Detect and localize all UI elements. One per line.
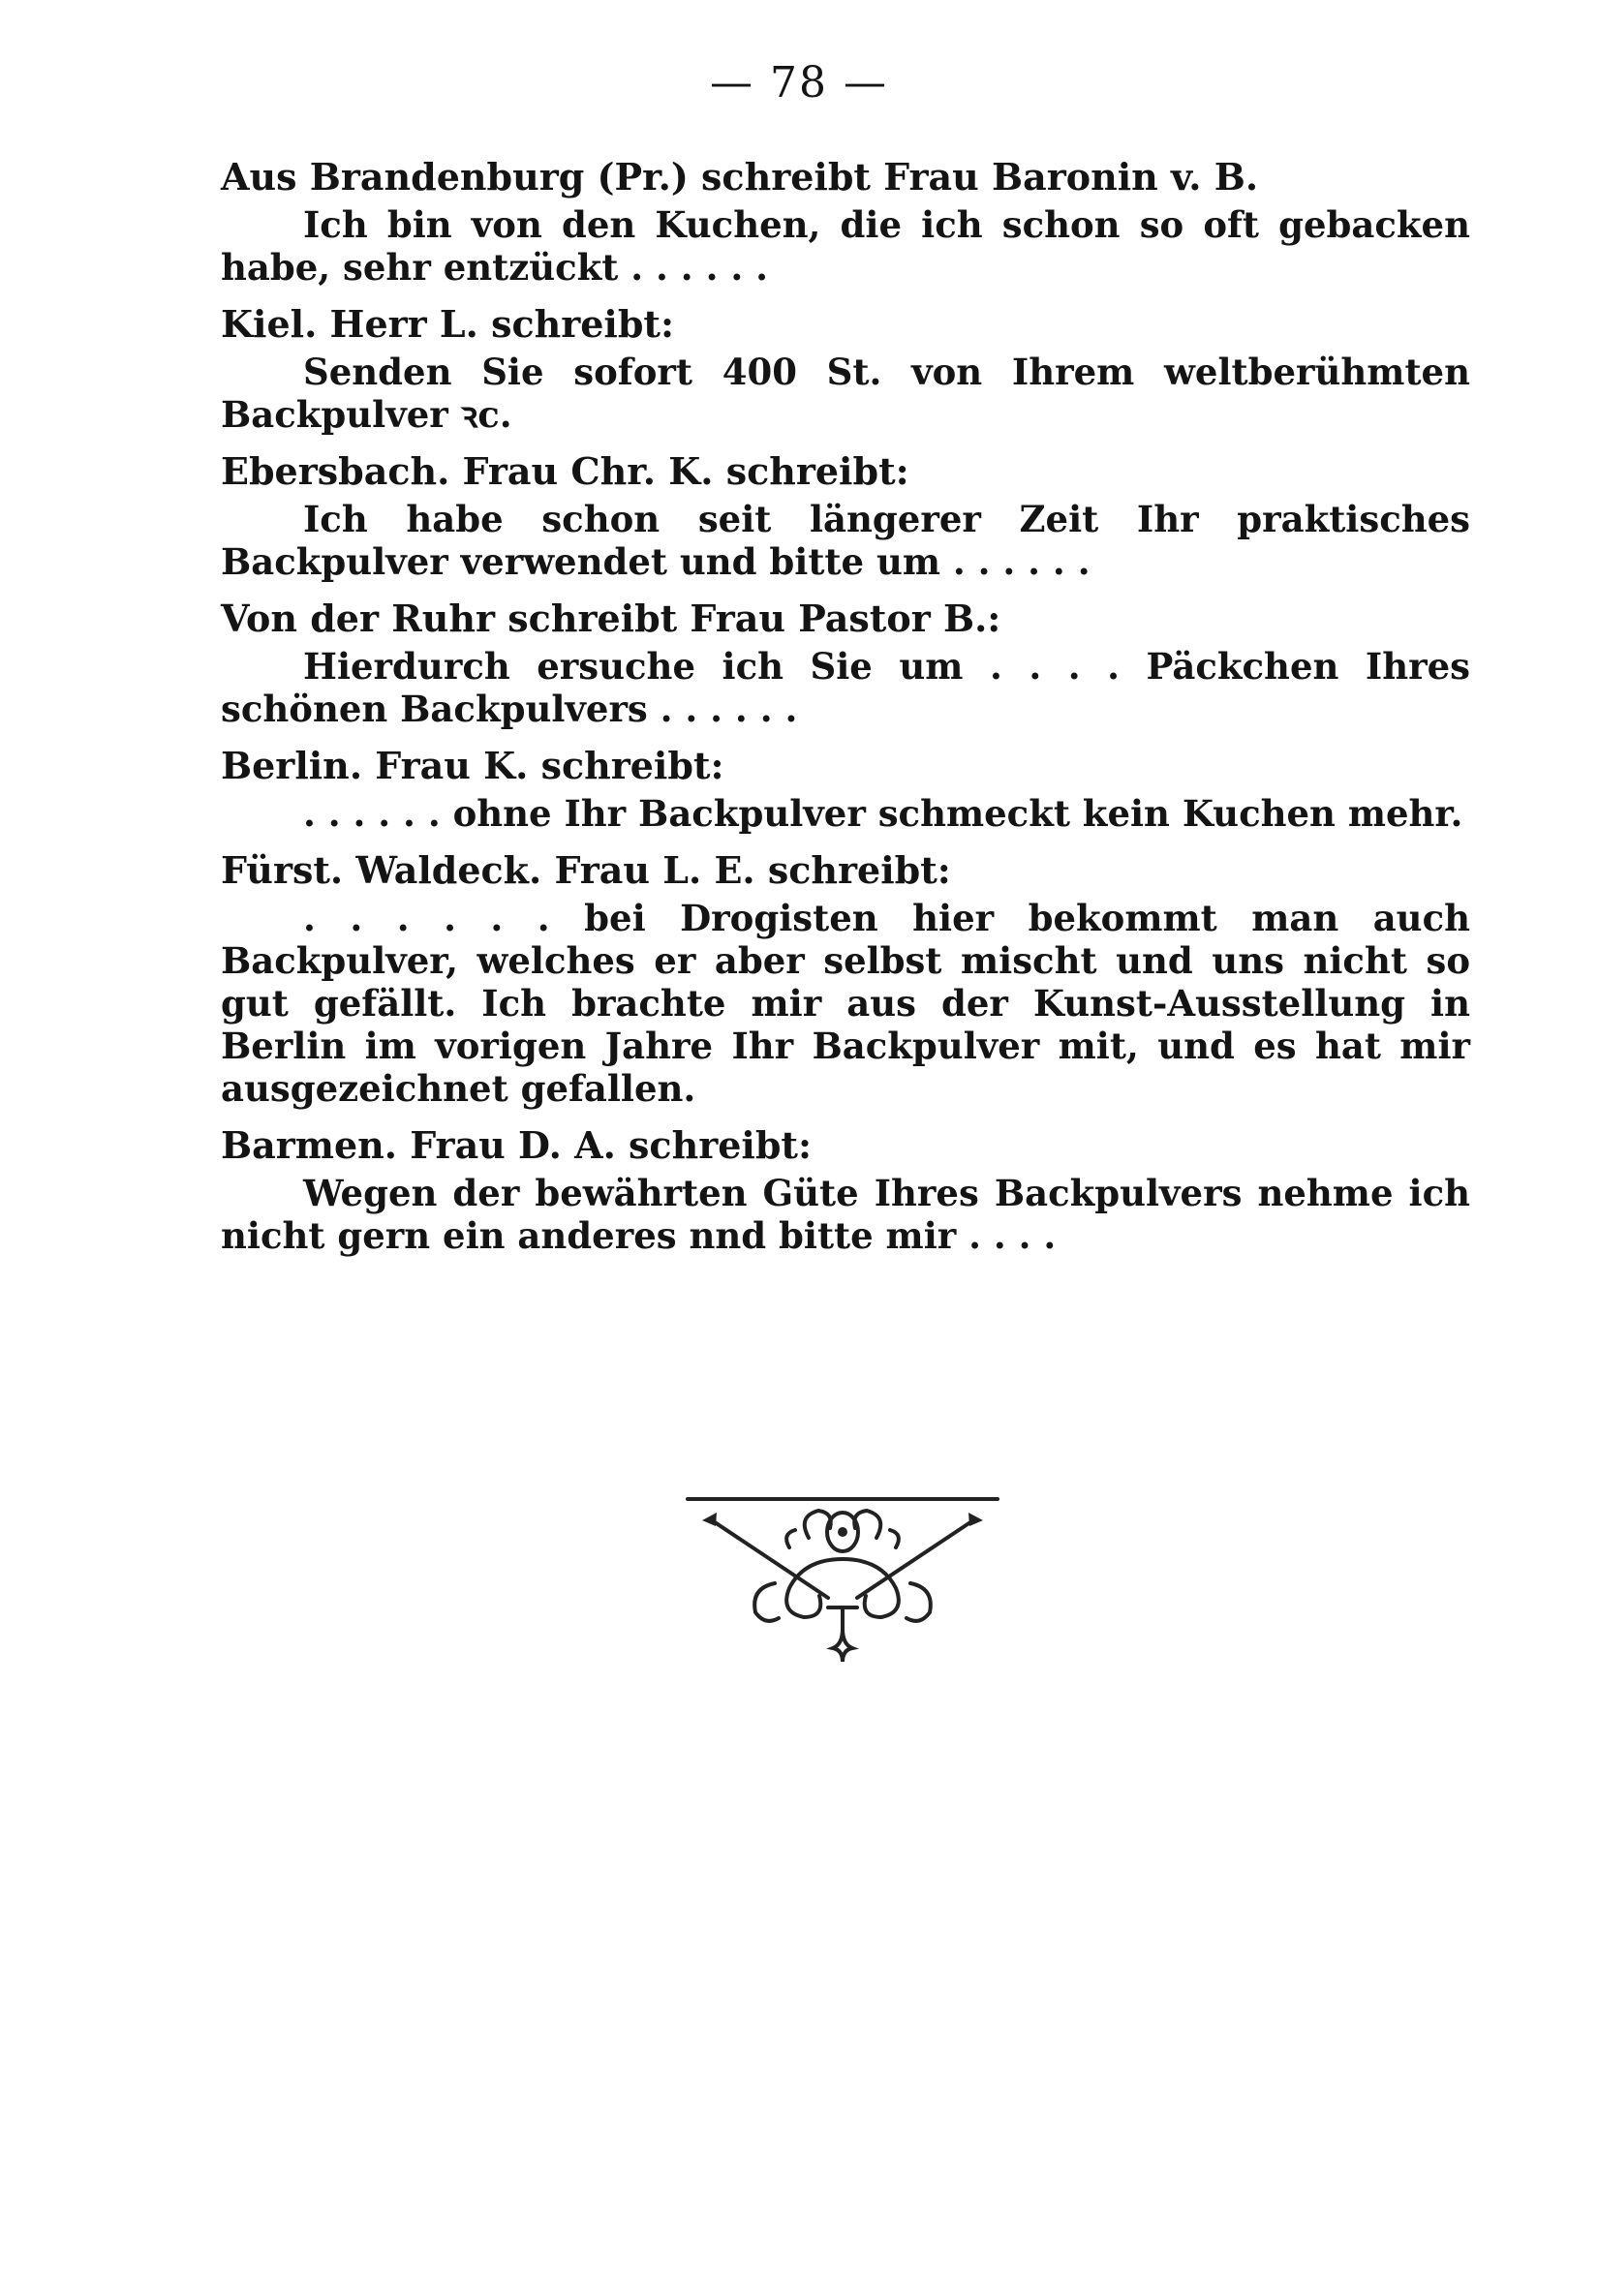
testimonial-entry bbox=[221, 597, 1470, 730]
scroll-vignette-ornament-icon bbox=[683, 1491, 1002, 1666]
testimonial-heading: Aus Brandenburg (Pr.) schreibt Frau Baronin v. B. bbox=[221, 155, 1259, 199]
testimonial-entry bbox=[221, 744, 1470, 835]
quote-text-before: Wegen der bewährten Güte Ihres Backpulvers nehme ich bbox=[303, 1172, 1470, 1214]
testimonial-entry bbox=[221, 302, 1470, 436]
testimonial-heading: Von der Ruhr schreibt Frau Pastor B.: bbox=[221, 597, 1001, 640]
testimonial-entry bbox=[221, 155, 1470, 289]
testimonial-quote: Ich habe schon seit längerer Zeit Ihr praktisches Backpulver verwendet und bitte um . . . . . . bbox=[221, 498, 1470, 583]
testimonial-quote: Ich bin von den Kuchen, die ich schon so oft gebacken habe, sehr entzückt . . . . . . bbox=[221, 203, 1470, 289]
quote-emphasis: nicht bbox=[221, 1214, 325, 1257]
testimonial-heading: Ebersbach. Frau Chr. K. schreibt: bbox=[221, 449, 909, 493]
testimonial-entry bbox=[221, 1123, 1470, 1257]
testimonial-quote bbox=[221, 1172, 1470, 1257]
testimonial-entry bbox=[221, 449, 1470, 583]
testimonial-quote: . . . . . . bei Drogisten hier bekommt man auch Backpulver, welches er aber selbst mischt und uns nicht so gut gefällt. Ich brachte mir aus der Kunst-Ausstellung in Berlin im vorigen Jahre Ihr Backpulver mit, und es hat mir ausgezeichnet gefallen. bbox=[221, 897, 1470, 1110]
quote-text-after: gern ein anderes nnd bitte mir . . . . bbox=[324, 1214, 1057, 1257]
testimonial-heading: Fürst. Waldeck. Frau L. E. schreibt: bbox=[221, 848, 951, 892]
testimonial-heading: Barmen. Frau D. A. schreibt: bbox=[221, 1123, 812, 1167]
testimonial-entry bbox=[221, 848, 1470, 1110]
testimonial-heading: Kiel. Herr L. schreibt: bbox=[221, 302, 675, 346]
testimonial-quote: . . . . . . ohne Ihr Backpulver schmeckt kein Kuchen mehr. bbox=[303, 792, 1463, 835]
testimonials-list bbox=[221, 155, 1470, 1270]
testimonial-heading: Berlin. Frau K. schreibt: bbox=[221, 744, 724, 787]
page-number: — 78 — bbox=[710, 58, 888, 107]
testimonial-quote: Senden Sie sofort 400 St. von Ihrem weltberühmten Backpulver ꝛc. bbox=[221, 351, 1470, 436]
testimonial-quote: Hierdurch ersuche ich Sie um . . . . Päckchen Ihres schönen Backpulvers . . . . . . bbox=[221, 645, 1470, 730]
